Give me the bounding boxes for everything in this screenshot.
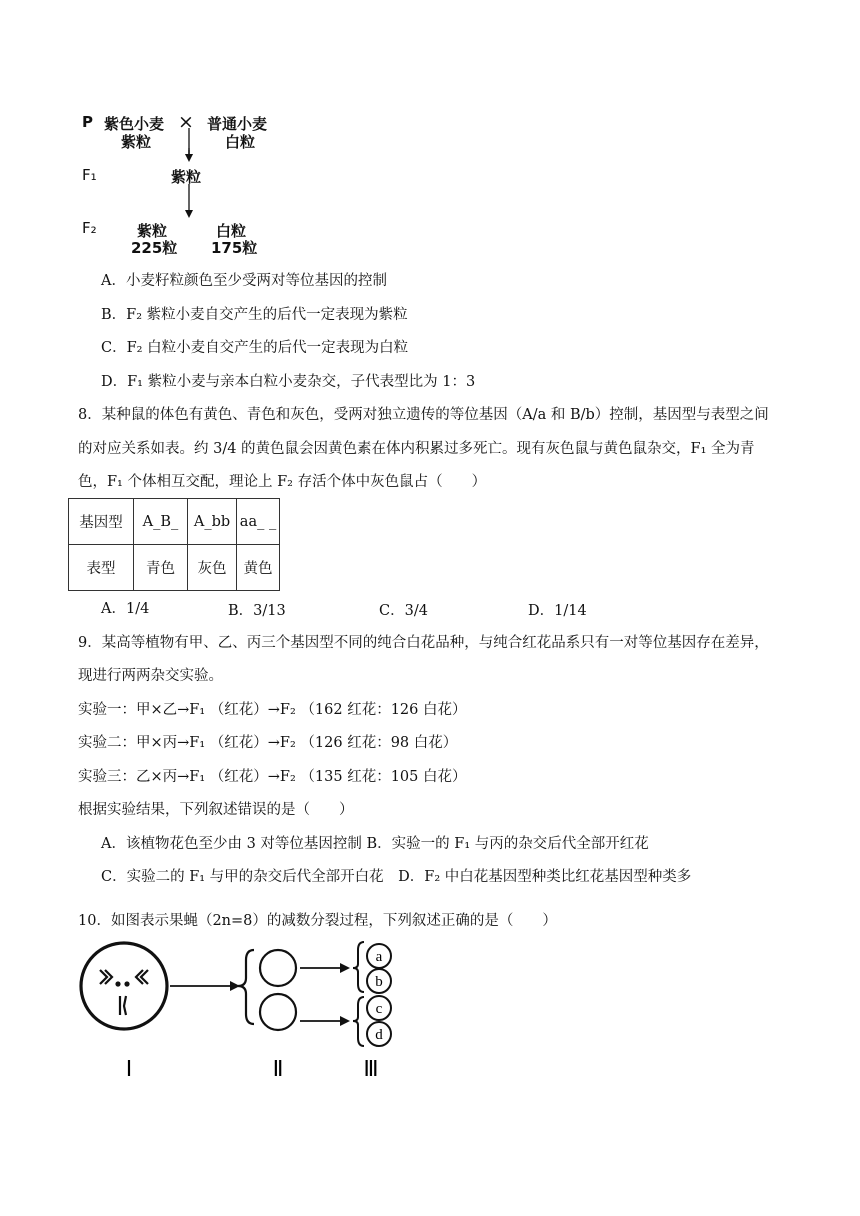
q9-stem-line2: 现进行两两杂交实验。 <box>78 668 223 684</box>
stage-label-i: Ⅰ <box>125 1056 133 1081</box>
q10-stem: 10．如图表示果蝇（2n=8）的减数分裂过程，下列叙述正确的是（ ） <box>78 913 557 929</box>
table-cell: A_B_ <box>134 499 188 545</box>
q7-option-a: A．小麦籽粒颜色至少受两对等位基因的控制 <box>101 273 387 289</box>
q8-stem-line3: 色，F₁ 个体相互交配，理论上 F₂ 存活个体中灰色鼠占（ ） <box>78 474 487 490</box>
q9-experiment1: 实验一：甲×乙→F₁ （红花）→F₂ （162 红花：126 白花） <box>78 702 467 718</box>
table-cell: 黄色 <box>237 545 280 591</box>
genotype-table <box>68 498 280 591</box>
f2-label: F₂ <box>82 219 97 237</box>
q8-option-a: A．1/4 <box>101 601 150 617</box>
table-cell: 表型 <box>69 545 134 591</box>
chromosome-dot <box>115 981 120 986</box>
cell-ii-bottom <box>260 994 296 1030</box>
table-cell: A_bb <box>188 499 237 545</box>
stage-label-iii: Ⅲ <box>363 1056 379 1081</box>
cell-label-d: d <box>375 1027 383 1043</box>
q8-option-d: D．1/14 <box>528 603 587 619</box>
arrow-icon <box>340 1016 350 1026</box>
chromosome-pair-bottom <box>120 996 126 1015</box>
brace-icon <box>353 942 364 992</box>
q8-stem-line1: 8．某种鼠的体色有黄色、青色和灰色，受两对独立遗传的等位基因（A/a 和 B/b）控制，基因型与表型之间 <box>78 407 769 423</box>
cell-i <box>81 943 167 1029</box>
parent2-trait: 白粒 <box>225 133 256 151</box>
parent1-trait: 紫粒 <box>121 133 152 151</box>
table-cell: 基因型 <box>69 499 134 545</box>
p-generation-label: P <box>82 113 93 131</box>
f2-count2: 175粒 <box>211 239 258 257</box>
cross-symbol: × <box>178 111 194 133</box>
brace-icon <box>353 997 364 1046</box>
arrow-icon <box>340 963 350 973</box>
table-cell: 青色 <box>134 545 188 591</box>
q8-option-b: B．3/13 <box>228 603 286 619</box>
cell-label-a: a <box>375 949 383 965</box>
table-row <box>69 499 280 545</box>
f2-count1: 225粒 <box>131 239 178 257</box>
q9-question: 根据实验结果，下列叙述错误的是（ ） <box>78 802 354 818</box>
chromosome-pair-left <box>100 970 112 984</box>
table-cell: aa_ _ <box>237 499 280 545</box>
table-row <box>69 545 280 591</box>
q9-experiment3: 实验三：乙×丙→F₁ （红花）→F₂ （135 红花：105 白花） <box>78 769 467 785</box>
q9-options-cd: C．实验二的 F₁ 与甲的杂交后代全部开白花 D．F₂ 中白花基因型种类比红花基因型种类多 <box>101 869 692 885</box>
cell-label-b: b <box>375 974 383 990</box>
q9-options-ab: A．该植物花色至少由 3 对等位基因控制 B．实验一的 F₁ 与丙的杂交后代全部开红花 <box>101 836 649 852</box>
f2-trait2: 白粒 <box>216 222 247 240</box>
q7-option-d: D．F₁ 紫粒小麦与亲本白粒小麦杂交，子代表型比为 1：3 <box>101 374 476 390</box>
q9-stem-line1: 9．某高等植物有甲、乙、丙三个基因型不同的纯合白花品种，与纯合红花品系只有一对等位基因存在差异， <box>78 635 769 651</box>
chromosome-pair-right <box>136 970 148 984</box>
f2-trait1: 紫粒 <box>137 222 168 240</box>
cell-label-c: c <box>375 1001 383 1017</box>
q8-stem-line2: 的对应关系如表。约 3/4 的黄色鼠会因黄色素在体内积累过多死亡。现有灰色鼠与黄色鼠杂交，F₁ 全为青 <box>78 441 755 457</box>
q9-experiment2: 实验二：甲×丙→F₁ （红花）→F₂ （126 红花：98 白花） <box>78 735 458 751</box>
q7-option-c: C．F₂ 白粒小麦自交产生的后代一定表现为白粒 <box>101 340 409 356</box>
q7-option-b: B．F₂ 紫粒小麦自交产生的后代一定表现为紫粒 <box>101 307 408 323</box>
parent2-name: 普通小麦 <box>207 115 268 133</box>
cell-ii-top <box>260 950 296 986</box>
parent1-name: 紫色小麦 <box>104 115 165 133</box>
stage-label-ii: Ⅱ <box>272 1056 284 1081</box>
meiosis-diagram <box>74 936 394 1086</box>
p-to-f1-arrow <box>180 128 200 164</box>
f1-trait: 紫粒 <box>171 168 202 186</box>
q8-option-c: C．3/4 <box>379 603 428 619</box>
f1-label: F₁ <box>82 166 97 184</box>
chromosome-dot <box>124 981 129 986</box>
table-cell: 灰色 <box>188 545 237 591</box>
f1-to-f2-arrow <box>180 184 200 220</box>
brace-icon <box>238 950 254 1024</box>
